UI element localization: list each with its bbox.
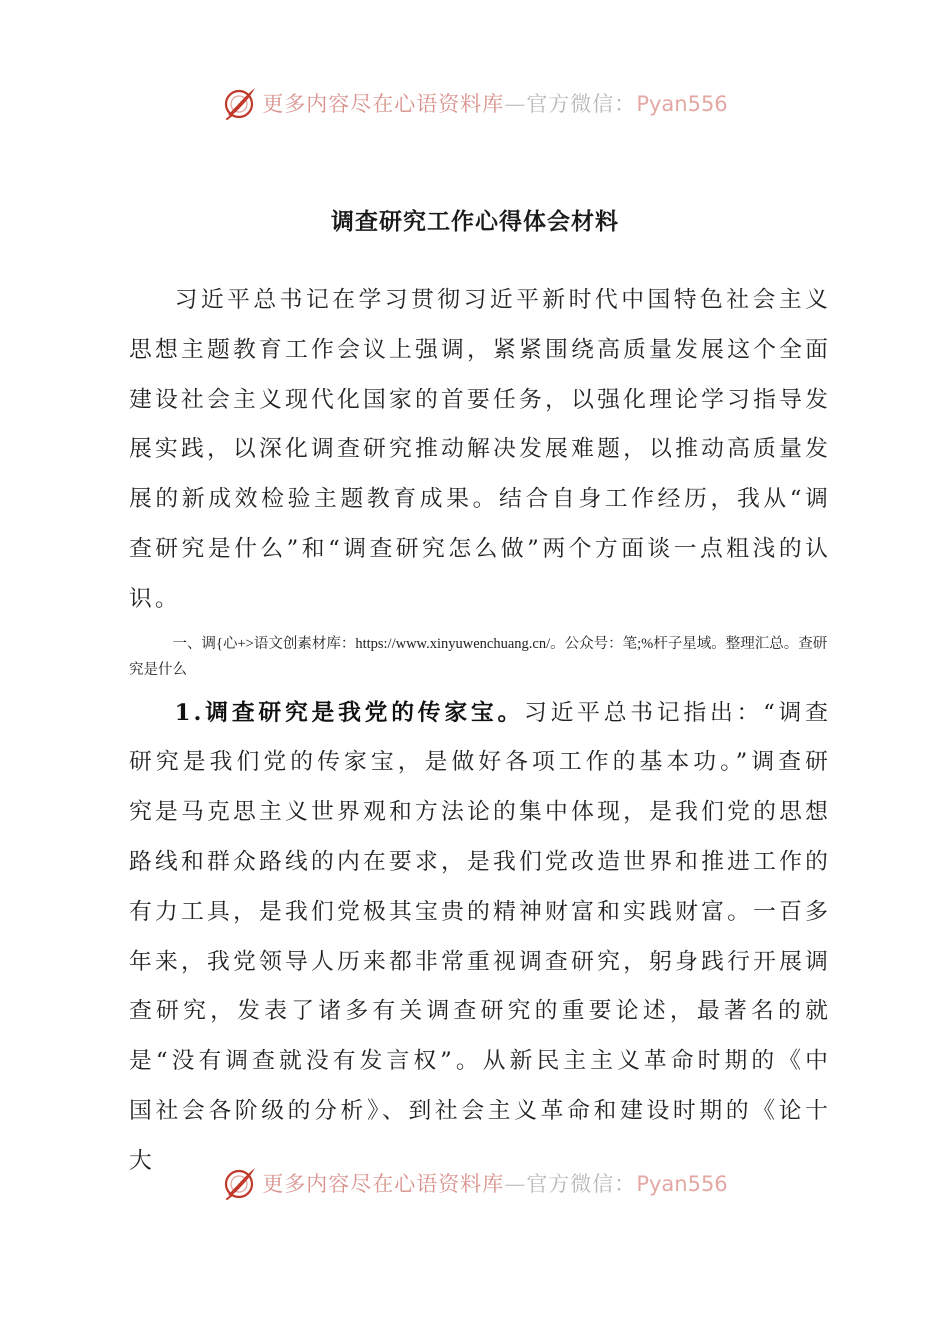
quill-seal-logo-icon xyxy=(222,85,258,121)
banner-main-text: 更多内容尽在心语资料库 xyxy=(262,1172,505,1196)
section-heading-note: 一、调{心+>语文创素材库：https://www.xinyuwenchuang.cn/。公众号：笔;%杆子星域。整理汇总。查研究是什么 xyxy=(129,635,828,678)
banner-separator: — xyxy=(504,1172,527,1196)
banner-wechat-label: 官方微信： xyxy=(526,1172,637,1196)
section-1-paragraph xyxy=(129,689,831,1187)
header-banner xyxy=(0,80,950,126)
section-1-body: 习近平总书记指出：“调查研究是我们党的传家宝，是做好各项工作的基本功。”调查研究是马克思主义世界观和方法论的集中体现，是我们党的思想路线和群众路线的内在要求，是我们党改造世界和推进工作的有力工具，是我们党极其宝贵的精神财富和实践财富。一百多年来，我党领导人历来都非常重视调查研究，躬身践行开展调查研究，发表了诸多有关调查研究的重要论述，最著名的就是“没有调查就没有发言权”。从新民主主义革命时期的《中国社会各阶级的分析》、到社会主义革命和建设时期的《论十大 xyxy=(129,699,831,1174)
intro-paragraph: 习近平总书记在学习贯彻习近平新时代中国特色社会主义思想主题教育工作会议上强调，紧紧围绕高质量发展这个全面建设社会主义现代化国家的首要任务，以强化理论学习指导发展实践，以深化调查研究推动解决发展难题，以推动高质量发展的新成效检验主题教育成果。结合自身工作经历，我从“调查研究是什么”和“调查研究怎么做”两个方面谈一点粗浅的认识。 xyxy=(129,287,831,612)
banner-wechat-label: 官方微信： xyxy=(526,92,637,116)
section-1-lead: 1.调查研究是我党的传家宝。 xyxy=(174,699,525,726)
banner-main-text: 更多内容尽在心语资料库 xyxy=(262,92,505,116)
banner-wechat-id: Pyan556 xyxy=(636,92,728,116)
banner-separator: — xyxy=(504,92,527,116)
quill-seal-logo-icon xyxy=(222,1165,258,1201)
banner-text xyxy=(262,1168,727,1198)
document-title: 调查研究工作心得体会材料 xyxy=(331,208,619,235)
banner-wechat-id: Pyan556 xyxy=(636,1172,728,1196)
document-body xyxy=(129,276,831,1187)
footer-banner xyxy=(0,1160,950,1206)
banner-text xyxy=(262,88,727,118)
